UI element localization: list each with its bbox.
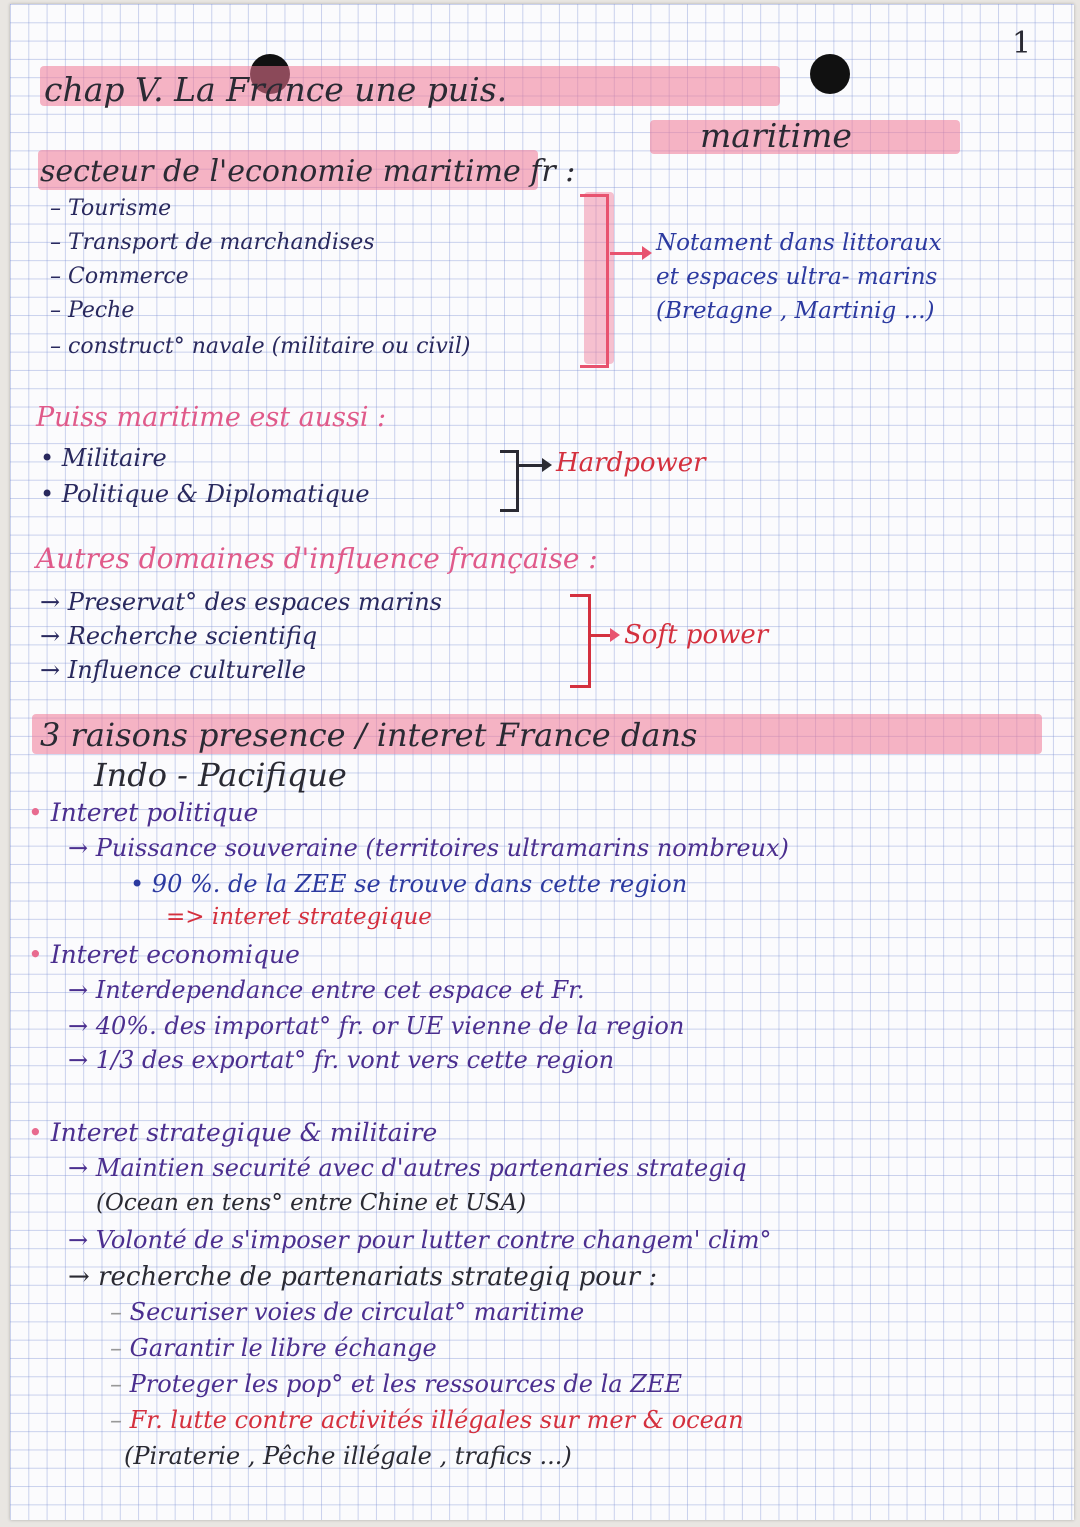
- strategique-line3: → Volonté de s'imposer pour lutter contre changem' clim°: [68, 1226, 772, 1254]
- politique-line2: • 90 %. de la ZEE se trouve dans cette region: [130, 870, 688, 898]
- sector-bracket: [580, 194, 609, 368]
- strategique-sub-4: – Fr. lutte contre activités illégales sur mer & ocean: [110, 1406, 744, 1434]
- strategique-line3-text: Volonté de s'imposer pour lutter contre changem' clim°: [95, 1226, 772, 1254]
- chapter-title-line2: maritime: [700, 116, 852, 155]
- strategique-last: (Piraterie , Pêche illégale , trafics ...): [124, 1442, 572, 1470]
- politique-line1-text: Puissance souveraine (territoires ultramarins nombreux): [95, 834, 789, 862]
- raisons-heading-line2: Indo - Pacifique: [94, 756, 347, 794]
- softpower-bracket: [570, 594, 591, 688]
- autres-item-2: → Recherche scientifiq: [40, 622, 318, 650]
- sector-heading: secteur de l'economie maritime fr :: [40, 154, 576, 189]
- strategique-line1-text: Maintien securité avec d'autres partenaries strategiq: [95, 1154, 747, 1182]
- economique-heading: • Interet economique: [28, 940, 300, 969]
- hardpower-bracket: [500, 450, 519, 512]
- politique-line1: → Puissance souveraine (territoires ultramarins nombreux): [68, 834, 789, 862]
- puissance-item-1: • Militaire: [40, 444, 167, 472]
- binder-hole-right: [810, 54, 850, 94]
- politique-line3: => interet strategique: [166, 904, 432, 930]
- strategique-line2: (Ocean en tens° entre Chine et USA): [96, 1190, 527, 1216]
- strategique-line4-text: recherche de partenariats strategiq pour :: [98, 1262, 658, 1292]
- economique-line3: → 1/3 des exportat° fr. vont vers cette region: [68, 1046, 615, 1074]
- strategique-sub-text: Fr. lutte contre activités illégales sur mer & ocean: [129, 1406, 744, 1434]
- autres-item-1: → Preservat° des espaces marins: [40, 588, 442, 616]
- sector-note-line1: Notament dans littoraux: [656, 230, 942, 256]
- autres-item-label: Preservat° des espaces marins: [67, 588, 442, 616]
- autres-item-label: Influence culturelle: [67, 656, 306, 684]
- sector-item-label: Tourisme: [68, 196, 172, 221]
- strategique-line4: → recherche de partenariats strategiq pour :: [68, 1262, 658, 1292]
- strategique-heading: • Interet strategique & militaire: [28, 1118, 438, 1147]
- strategique-sub-text: Securiser voies de circulat° maritime: [129, 1298, 585, 1326]
- sector-note-line2: et espaces ultra- marins: [656, 264, 938, 290]
- sector-item-4: – Peche: [50, 298, 135, 323]
- politique-line2-text: 90 %. de la ZEE se trouve dans cette region: [151, 870, 688, 898]
- economique-line1: → Interdependance entre cet espace et Fr.: [68, 976, 585, 1004]
- sector-item-1: – Tourisme: [50, 196, 172, 221]
- autres-item-3: → Influence culturelle: [40, 656, 306, 684]
- chapter-title-line1: chap V. La France une puis.: [44, 70, 508, 109]
- softpower-arrow: [590, 634, 612, 637]
- economique-line-text: 40%. des importat° fr. or UE vienne de la region: [95, 1012, 685, 1040]
- strategique-heading-label: Interet strategique & militaire: [50, 1118, 438, 1147]
- puissance-heading: Puiss maritime est aussi :: [36, 402, 387, 433]
- sector-item-3: – Commerce: [50, 264, 189, 289]
- strategique-sub-text: Proteger les pop° et les ressources de la ZEE: [129, 1370, 682, 1398]
- raisons-heading-line1: 3 raisons presence / interet France dans: [40, 716, 698, 754]
- sector-item-label: Peche: [68, 298, 135, 323]
- autres-item-label: Recherche scientifiq: [67, 622, 318, 650]
- puissance-item-2: • Politique & Diplomatique: [40, 480, 370, 508]
- hardpower-label: Hardpower: [556, 448, 706, 478]
- economique-heading-label: Interet economique: [50, 940, 300, 969]
- sector-item-label: construct° navale (militaire ou civil): [68, 334, 471, 359]
- sector-item-5: – construct° navale (militaire ou civil): [50, 334, 471, 359]
- economique-line2: → 40%. des importat° fr. or UE vienne de la region: [68, 1012, 685, 1040]
- puissance-item-label: Politique & Diplomatique: [61, 480, 370, 508]
- economique-line-text: Interdependance entre cet espace et Fr.: [95, 976, 585, 1004]
- autres-heading: Autres domaines d'influence française :: [36, 542, 598, 575]
- softpower-label: Soft power: [624, 620, 769, 650]
- strategique-sub-3: – Proteger les pop° et les ressources de la ZEE: [110, 1370, 682, 1398]
- sector-item-label: Commerce: [68, 264, 189, 289]
- puissance-item-label: Militaire: [61, 444, 167, 472]
- politique-heading-label: Interet politique: [50, 798, 259, 827]
- strategique-sub-1: – Securiser voies de circulat° maritime: [110, 1298, 585, 1326]
- sector-item-2: – Transport de marchandises: [50, 230, 375, 255]
- economique-line-text: 1/3 des exportat° fr. vont vers cette region: [95, 1046, 615, 1074]
- sector-item-label: Transport de marchandises: [68, 230, 375, 255]
- sector-note-line3: (Bretagne , Martinig ...): [656, 298, 935, 324]
- hardpower-arrow: [518, 464, 544, 467]
- politique-heading: • Interet politique: [28, 798, 259, 827]
- strategique-sub-text: Garantir le libre échange: [129, 1334, 437, 1362]
- strategique-line1: → Maintien securité avec d'autres partenaries strategiq: [68, 1154, 747, 1182]
- page-number: 1: [1012, 26, 1032, 61]
- strategique-sub-2: – Garantir le libre échange: [110, 1334, 437, 1362]
- sector-arrow: [610, 252, 644, 255]
- notebook-page: [10, 4, 1074, 1520]
